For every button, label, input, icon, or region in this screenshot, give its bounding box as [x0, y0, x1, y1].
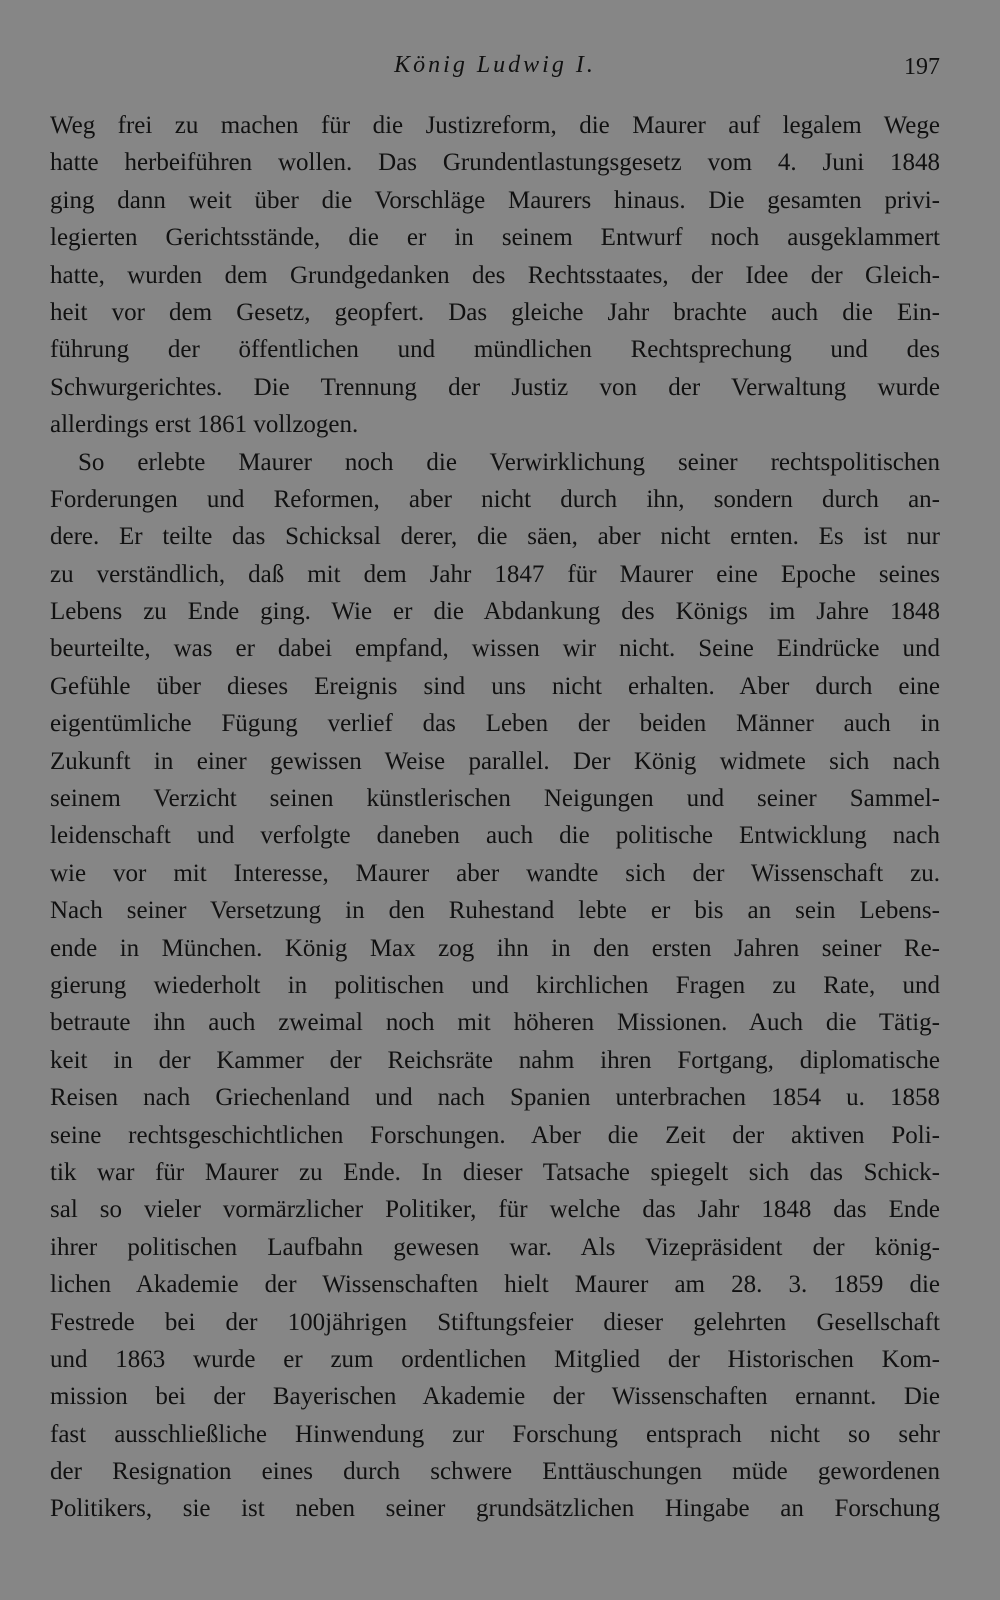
text-line: hatte, wurden dem Grundgedanken des Rechtsstaates, der Idee der Gleich- — [50, 261, 940, 289]
text-line: Festrede bei der 100jährigen Stiftungsfeier dieser gelehrten Gesellschaft — [50, 1308, 940, 1336]
text-line: lichen Akademie der Wissenschaften hielt Maurer am 28. 3. 1859 die — [50, 1271, 940, 1299]
text-line: sal so vieler vormärzlicher Politiker, für welche das Jahr 1848 das Ende — [50, 1196, 940, 1224]
text-line: der Resignation eines durch schwere Enttäuschungen müde gewordenen — [50, 1458, 940, 1486]
text-line: Reisen nach Griechenland und nach Spanien unterbrachen 1854 u. 1858 — [50, 1084, 940, 1112]
text-line: seine rechtsgeschichtlichen Forschungen. Aber die Zeit der aktiven Poli- — [50, 1121, 940, 1149]
text-line: dere. Er teilte das Schicksal derer, die säen, aber nicht ernten. Es ist nur — [50, 523, 940, 551]
text-line: tik war für Maurer zu Ende. In dieser Tatsache spiegelt sich das Schick- — [50, 1158, 940, 1186]
page-number: 197 — [904, 54, 940, 80]
text-line: ende in München. König Max zog ihn in den ersten Jahren seiner Re- — [50, 934, 940, 962]
text-line: legierten Gerichtsstände, die er in seinem Entwurf noch ausgeklammert — [50, 224, 940, 252]
text-line: beurteilte, was er dabei empfand, wissen wir nicht. Seine Eindrücke und — [50, 635, 940, 663]
text-line: Zukunft in einer gewissen Weise parallel. Der König widmete sich nach — [50, 747, 940, 775]
text-line: mission bei der Bayerischen Akademie der Wissenschaften ernannt. Die — [50, 1383, 940, 1411]
text-line: ihrer politischen Laufbahn gewesen war. Als Vizepräsident der könig- — [50, 1233, 940, 1261]
text-line: Lebens zu Ende ging. Wie er die Abdankung des Königs im Jahre 1848 — [50, 598, 940, 626]
paragraph-2 — [50, 444, 940, 1528]
text-line: heit vor dem Gesetz, geopfert. Das gleiche Jahr brachte auch die Ein- — [50, 298, 940, 326]
body-text — [50, 107, 940, 1528]
text-line: Schwurgerichtes. Die Trennung der Justiz von der Verwaltung wurde — [50, 373, 940, 401]
text-line: So erlebte Maurer noch die Verwirklichung seiner rechtspolitischen — [78, 448, 940, 476]
text-line: wie vor mit Interesse, Maurer aber wandte sich der Wissenschaft zu. — [50, 859, 940, 887]
text-line: Weg frei zu machen für die Justizreform, die Maurer auf legalem Wege — [50, 112, 940, 139]
text-line: keit in der Kammer der Reichsräte nahm ihren Fortgang, diplomatische — [50, 1046, 940, 1074]
running-head — [50, 52, 940, 88]
running-title: König Ludwig I. — [394, 52, 596, 78]
text-line: leidenschaft und verfolgte daneben auch die politische Entwicklung nach — [50, 822, 940, 850]
text-line: fast ausschließliche Hinwendung zur Forschung entsprach nicht so sehr — [50, 1420, 940, 1448]
paragraph-1 — [50, 107, 940, 444]
text-line: seinem Verzicht seinen künstlerischen Neigungen und seiner Sammel- — [50, 785, 940, 813]
text-line: Nach seiner Versetzung in den Ruhestand lebte er bis an sein Lebens- — [50, 897, 940, 925]
text-line: Politikers, sie ist neben seiner grundsätzlichen Hingabe an Forschung — [50, 1495, 940, 1523]
text-line: hatte herbeiführen wollen. Das Grundentlastungsgesetz vom 4. Juni 1848 — [50, 149, 940, 177]
text-line: und 1863 wurde er zum ordentlichen Mitglied der Historischen Kom- — [50, 1345, 940, 1373]
text-line: führung der öffentlichen und mündlichen Rechtsprechung und des — [50, 336, 940, 364]
text-line: eigentümliche Fügung verlief das Leben der beiden Männer auch in — [50, 710, 940, 738]
text-line: betraute ihn auch zweimal noch mit höheren Missionen. Auch die Tätig- — [50, 1009, 940, 1037]
text-line: allerdings erst 1861 vollzogen. — [50, 411, 359, 439]
text-line: zu verständlich, daß mit dem Jahr 1847 für Maurer eine Epoche seines — [50, 560, 940, 588]
text-line: ging dann weit über die Vorschläge Maurers hinaus. Die gesamten privi- — [50, 186, 940, 214]
text-line: gierung wiederholt in politischen und kirchlichen Fragen zu Rate, und — [50, 971, 940, 999]
text-line: Gefühle über dieses Ereignis sind uns nicht erhalten. Aber durch eine — [50, 672, 940, 700]
text-line: Forderungen und Reformen, aber nicht durch ihn, sondern durch an- — [50, 485, 940, 513]
